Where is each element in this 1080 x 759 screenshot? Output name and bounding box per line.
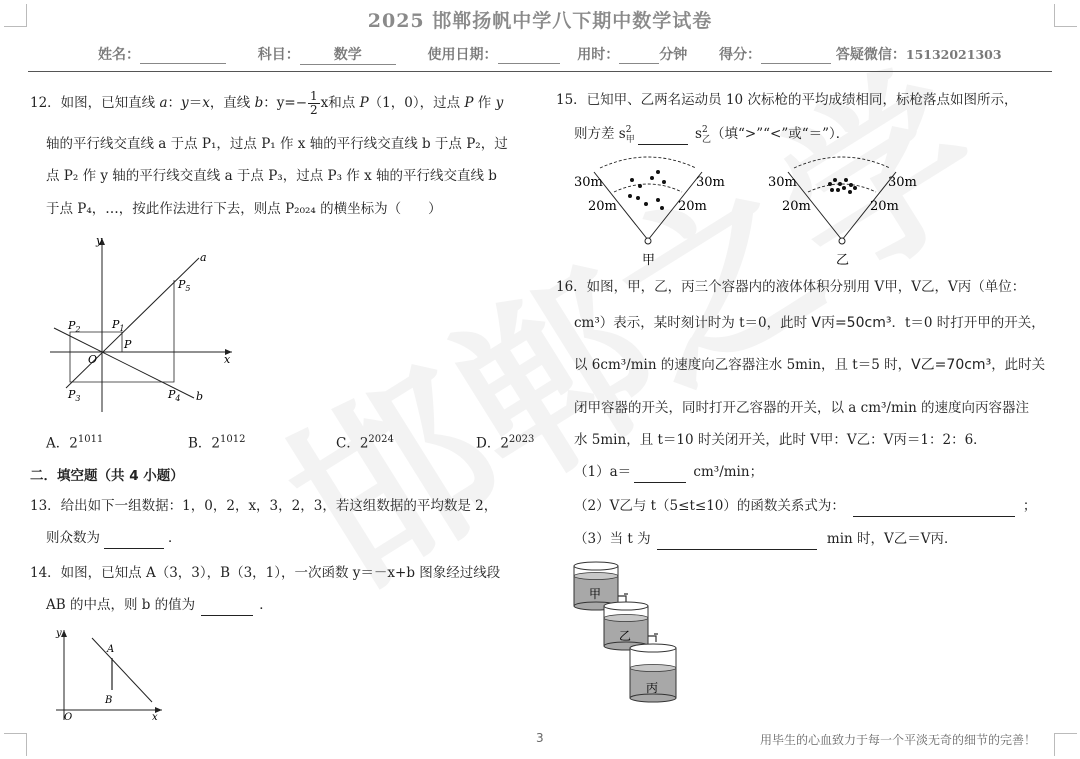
q16-sub3: （3）当 t 为 min 时，V乙＝V丙． <box>574 529 958 550</box>
fig12-p4-label: $P_4$ <box>168 388 181 403</box>
fig12-p1-label: $P_1$ <box>112 318 125 333</box>
contact-label: 答疑微信： <box>835 47 906 63</box>
q12-fraction: $\frac{1}{2}$ <box>310 89 318 117</box>
fig12-b-label: b <box>196 390 204 403</box>
yi-30m-right: 30m <box>888 175 917 190</box>
q12-line3: 点 P₂ 作 y 轴的平行线交直线 a 于点 P₃，过点 P₃ 作 x 轴的平行线交直线 b <box>46 168 497 184</box>
q16-answer-blank-1[interactable] <box>634 462 686 483</box>
q14-line1: 14．如图，已知点 A（3，3），B（3，1），一次函数 y＝－x+b 图象经过线段 <box>30 565 501 581</box>
jia-label: 甲 <box>642 253 656 268</box>
fig14-o-label: O <box>64 712 73 723</box>
corner-mark-bottom-left <box>4 733 27 756</box>
q13-answer-blank[interactable] <box>104 528 164 549</box>
q12-option-d[interactable]: D．$2^{2023}$ <box>476 434 535 452</box>
jia-20m-left: 20m <box>588 199 617 214</box>
fig12-x-label: x <box>224 353 231 366</box>
q16-line5: 水 5min，且 t＝10 时关闭开关，此时 V甲：V乙：V丙＝1：2：6． <box>574 432 987 448</box>
fig12-p5-label: $P_5$ <box>178 278 191 293</box>
container-yi-label: 乙 <box>619 629 632 643</box>
fig12-p3-label: $P_3$ <box>68 388 81 403</box>
q16-line2: cm³）表示，某时刻计时为 t＝0，此时 V丙=50cm³．t＝0 时打开甲的开关， <box>574 315 1045 331</box>
q16-answer-blank-3[interactable] <box>657 529 817 550</box>
q16-answer-blank-2[interactable] <box>853 496 1015 517</box>
time-field[interactable] <box>619 47 659 64</box>
q14-answer-blank[interactable] <box>201 595 253 616</box>
fig12-y-label: y <box>96 234 103 247</box>
yi-20m-right: 20m <box>870 199 899 214</box>
q15-answer-blank[interactable] <box>638 124 688 145</box>
fig14-x-label: x <box>152 712 158 723</box>
section-heading: 二．填空题（共 4 小题） <box>30 468 184 484</box>
container-jia-label: 甲 <box>589 587 602 601</box>
fig12-a-label: a <box>200 251 207 264</box>
fig12-o-label: O <box>88 353 98 366</box>
subject-field: 数学 <box>300 44 396 65</box>
jia-landing-points <box>628 170 666 210</box>
date-label: 使用日期： <box>427 47 498 63</box>
q16-line1: 16．如图，甲，乙，丙三个容器内的液体体积分别用 V甲，V乙，V丙（单位： <box>556 279 1026 295</box>
name-field[interactable] <box>140 47 226 64</box>
jia-30m-left: 30m <box>574 175 603 190</box>
contact-value: 15132021303 <box>905 47 1002 62</box>
q16-sub2: （2）V乙与 t（5≤t≤10）的函数关系式为： ； <box>574 496 1036 517</box>
q15-line1: 15．已知甲、乙两名运动员 10 次标枪的平均成绩相同，标枪落点如图所示， <box>556 92 1018 108</box>
q12-line4: 于点 P₄，…，按此作法进行下去，则点 P₂₀₂₄ 的横坐标为（ ） <box>46 201 442 217</box>
q13-line1: 13．给出如下一组数据：1，0，2，x，3，2，3，若这组数据的平均数是 2， <box>30 498 498 514</box>
q12-line1: 12．如图，已知直线 a：y＝x，直线 b：y=− $\frac{1}{2}$ x和点 P（1，0），过点 P 作 y <box>30 89 504 117</box>
footer-slogan: 用毕生的心血致力于每一个平淡无奇的细节的完善！ <box>760 733 1037 747</box>
q16-line4: 闭甲容器的开关，同时打开乙容器的开关，以 a cm³/min 的速度向丙容器注 <box>574 400 1030 416</box>
fig14-a-label: A <box>107 644 115 655</box>
fig14-y-label: y <box>56 628 62 639</box>
q14-line2: AB 的中点，则 b 的值为 ． <box>46 595 273 616</box>
container-bing-label: 丙 <box>646 681 659 695</box>
time-unit: 分钟 <box>659 47 688 63</box>
q12-line2: 轴的平行线交直线 a 于点 P₁，过点 P₁ 作 x 轴的平行线交直线 b 于点 P₂，过 <box>46 136 508 152</box>
q12-option-a[interactable]: A．$2^{1011}$ <box>46 434 104 452</box>
q15-figure <box>570 150 917 272</box>
fig14-b-label: B <box>105 695 113 706</box>
yi-30m-left: 30m <box>768 175 797 190</box>
jia-30m-right: 30m <box>696 175 725 190</box>
fig12-p-label: P <box>124 338 132 351</box>
q16-line3: 以 6cm³/min 的速度向乙容器注水 5min，且 t＝5 时，V乙=70cm³，此时关 <box>574 357 1046 373</box>
q16-figure <box>568 556 686 712</box>
name-label: 姓名： <box>98 47 140 63</box>
q13-line2: 则众数为 ． <box>46 528 182 549</box>
page-title: 2025 邯郸扬帆中学八下期中数学试卷 <box>367 10 713 32</box>
page-number: 3 <box>536 731 544 745</box>
time-label: 用时： <box>577 47 620 63</box>
yi-20m-left: 20m <box>782 199 811 214</box>
q15-line2: 则方差 s 2 甲 s 2 乙 （填“>”“<”或“＝”）． <box>574 125 850 145</box>
q16-sub1: （1）a＝ cm³/min； <box>574 462 763 483</box>
q12-option-c[interactable]: C．$2^{2024}$ <box>336 434 394 452</box>
score-field[interactable] <box>761 47 831 64</box>
jia-20m-right: 20m <box>678 199 707 214</box>
header-info-row <box>98 44 1002 65</box>
q14-figure <box>48 622 168 726</box>
score-label: 得分： <box>719 47 761 63</box>
date-field[interactable] <box>498 47 560 64</box>
corner-mark-bottom-right <box>1054 733 1077 756</box>
yi-label: 乙 <box>836 253 850 268</box>
yi-landing-points <box>828 178 857 194</box>
subject-label: 科目： <box>257 47 300 63</box>
q12-figure <box>44 228 244 418</box>
fig12-p2-label: $P_2$ <box>68 319 81 334</box>
q12-option-b[interactable]: B．$2^{1012}$ <box>188 434 246 452</box>
header-divider <box>28 71 1052 72</box>
